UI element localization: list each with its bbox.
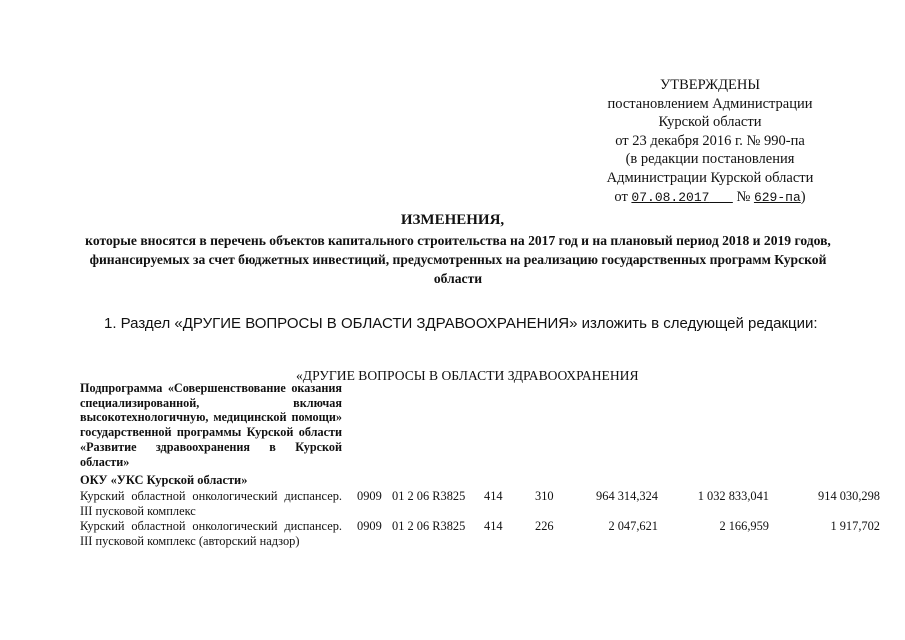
approval-line: Администрации Курской области [606, 169, 814, 186]
object-name: Курский областной онкологический диспансер. III пусковой комплекс (авторский надзор) [80, 519, 342, 548]
subprogram-title: Подпрограмма «Совершенствование оказания специализированной, включая высокотехнологичную, медицинской помощи» государственной программы Курской области «Развитие здравоохранения в Курской области» [80, 381, 342, 469]
number-value: 629-па [753, 189, 801, 205]
amount-2019: 914 030,298 [818, 489, 880, 503]
approval-line: от 23 декабря 2016 г. № 990-па [615, 132, 805, 149]
approval-dateline [560, 188, 860, 208]
approval-line: Курской области [658, 114, 762, 131]
section-intro: 1. Раздел «ДРУГИЕ ВОПРОСЫ В ОБЛАСТИ ЗДРАВООХРАНЕНИЯ» изложить в следующей редакции: [104, 315, 818, 332]
date-prefix: от [614, 188, 628, 205]
date-value: 07.08.2017 [631, 189, 710, 205]
amount-2018: 2 166,959 [719, 519, 769, 533]
kosgu-code: 310 [535, 489, 554, 503]
object-name: Курский областной онкологический диспансер. III пусковой комплекс [80, 489, 342, 518]
amount-2018: 1 032 833,041 [697, 489, 769, 503]
changes-title: ИЗМЕНЕНИЯ, [400, 212, 505, 228]
number-prefix: № [736, 188, 751, 205]
closing-bracket: ) [800, 188, 806, 205]
amount-2019: 1 917,702 [830, 519, 880, 533]
approval-line: постановлением Администрации [607, 95, 813, 112]
target-code: 01 2 06 R3825 [392, 519, 466, 533]
approval-stamp [560, 76, 860, 207]
amount-2017: 964 314,324 [596, 489, 658, 503]
expense-type-code: 414 [484, 519, 503, 533]
section-quote-title: «ДРУГИЕ ВОПРОСЫ В ОБЛАСТИ ЗДРАВООХРАНЕНИЯ [296, 368, 639, 383]
expense-type-code: 414 [484, 489, 503, 503]
section-code: 0909 [357, 519, 382, 533]
section-code: 0909 [357, 489, 382, 503]
kosgu-code: 226 [535, 519, 554, 533]
changes-description: которые вносятся в перечень объектов капитального строительства на 2017 год и на плановый период 2018 и 2019 годов, финансируемых за счет бюджетных инвестиций, предусмотренных на реализацию государственных программ Курской области [85, 233, 831, 286]
customer-name: ОКУ «УКС Курской области» [80, 473, 248, 487]
approval-heading: УТВЕРЖДЕНЫ [659, 77, 761, 93]
approval-line: (в редакции постановления [625, 151, 795, 168]
amount-2017: 2 047,621 [608, 519, 658, 533]
target-code: 01 2 06 R3825 [392, 489, 466, 503]
